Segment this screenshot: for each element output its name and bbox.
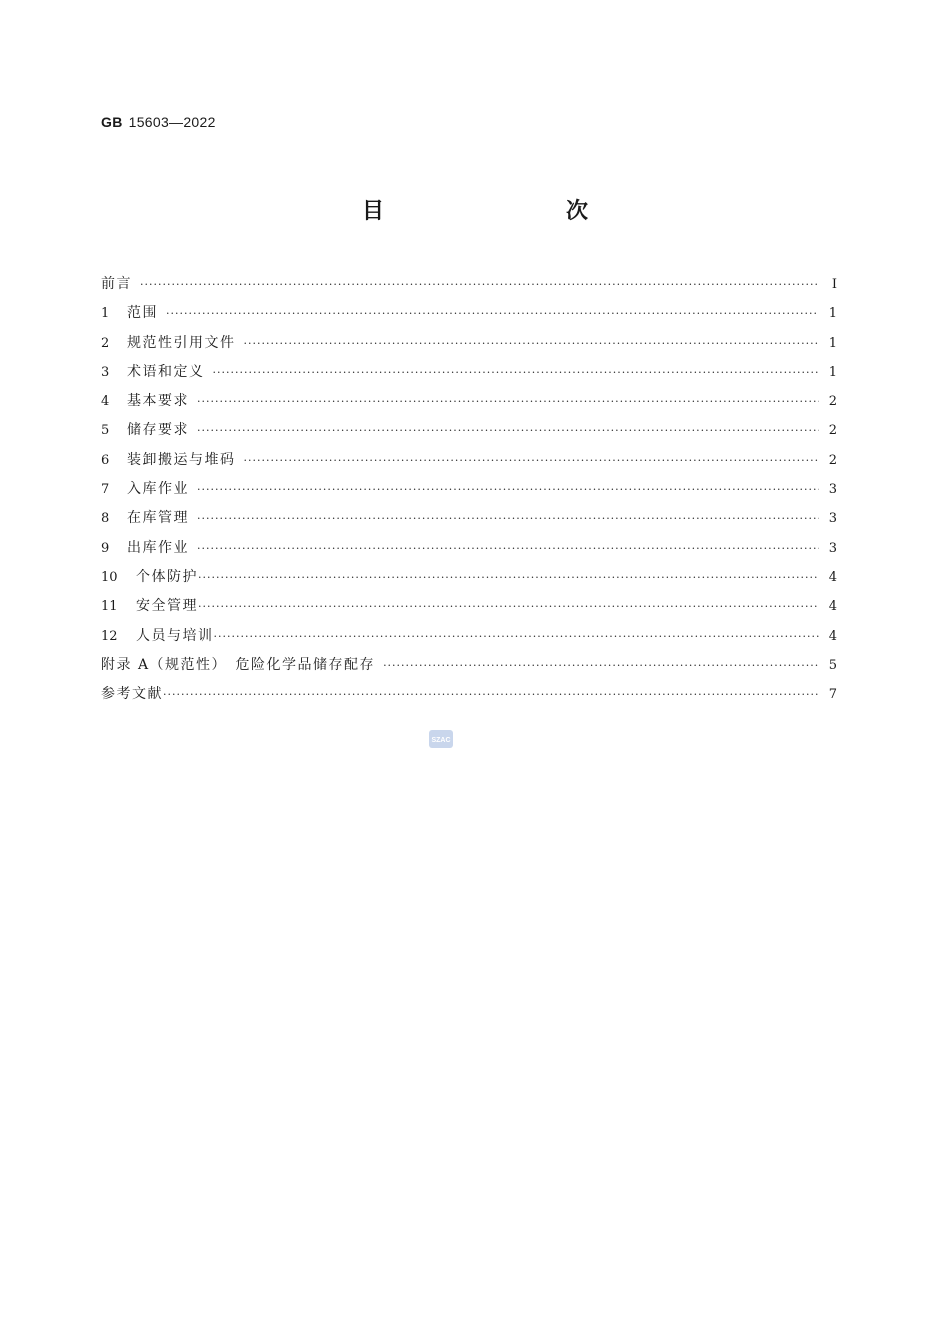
toc-page-number: 4 [828,628,837,644]
toc-label: 范围 [127,305,158,322]
standard-code [101,114,216,130]
toc-label: 安全管理 [136,598,198,615]
toc-section-number: 6 [101,452,110,468]
toc-label: 附录 A（规范性） 危险化学品储存配存 [101,656,376,673]
toc-entry-5[interactable] [101,416,837,445]
toc-page-number: 2 [828,394,837,410]
toc-label: 装卸搬运与堆码 [127,451,236,468]
toc-page-number: 7 [828,687,837,703]
toc-label: 人员与培训 [136,627,214,644]
toc-entry-1[interactable] [101,299,837,328]
toc-label: 出库作业 [127,539,189,556]
toc-section-number: 5 [101,423,110,439]
toc-page-number: 1 [828,364,837,380]
dot-leader [197,387,819,416]
toc-entry-10[interactable] [101,563,837,592]
toc-label: 前言 [101,276,132,292]
standard-number: 15603—2022 [128,114,216,130]
dot-leader [197,504,819,533]
toc-page-number: Ⅰ [831,277,837,292]
toc-page-number: 2 [828,452,837,468]
toc-section-number: 1 [101,306,110,322]
dot-leader [244,446,820,475]
szac-watermark-logo [428,728,454,750]
table-of-contents [101,270,837,709]
dot-leader [198,563,819,592]
toc-entry-bibliography[interactable] [101,680,837,709]
dot-leader [213,358,820,387]
dot-leader [166,299,819,328]
toc-page-number: 3 [828,511,837,527]
dot-leader [214,622,820,651]
toc-page-number: 4 [828,569,837,585]
toc-section-number: 2 [101,335,110,351]
toc-entry-annex-a[interactable] [101,651,837,680]
toc-label: 参考文献 [101,686,163,703]
page-title: 目 次 [361,199,634,224]
toc-entry-3[interactable] [101,358,837,387]
toc-label: 术语和定义 [127,363,205,380]
toc-label: 储存要求 [127,422,189,439]
toc-page-number: 3 [828,482,837,498]
toc-page-number: 5 [828,657,837,673]
toc-page-number: 4 [828,599,837,615]
toc-label: 基本要求 [127,393,189,410]
toc-section-number: 10 [101,569,118,585]
toc-entry-11[interactable] [101,592,837,621]
dot-leader [163,680,819,709]
toc-section-number: 3 [101,364,110,380]
toc-section-number: 4 [101,394,110,410]
toc-entry-12[interactable] [101,622,837,651]
dot-leader [197,534,819,563]
dot-leader [244,329,820,358]
toc-entry-2[interactable] [101,329,837,358]
toc-label: 在库管理 [127,510,189,527]
toc-page-number: 3 [828,540,837,556]
toc-label: 入库作业 [127,481,189,498]
toc-entry-8[interactable] [101,504,837,533]
toc-entry-7[interactable] [101,475,837,504]
toc-section-number: 8 [101,511,110,527]
toc-label: 规范性引用文件 [127,334,236,351]
toc-entry-4[interactable] [101,387,837,416]
toc-page-number: 1 [828,306,837,322]
toc-page-number: 1 [828,335,837,351]
watermark-text: SZAC [431,737,451,744]
toc-entry-foreword[interactable] [101,270,837,299]
standard-prefix: GB [101,114,123,130]
dot-leader [197,475,819,504]
toc-section-number: 9 [101,540,110,556]
toc-entry-6[interactable] [101,446,837,475]
toc-section-number: 7 [101,482,110,498]
dot-leader [383,651,819,680]
toc-label: 个体防护 [136,568,198,585]
toc-page-number: 2 [828,423,837,439]
dot-leader [198,592,819,621]
toc-section-number: 11 [101,599,118,615]
toc-entry-9[interactable] [101,534,837,563]
toc-section-number: 12 [101,628,118,644]
dot-leader [140,270,819,299]
dot-leader [197,416,819,445]
